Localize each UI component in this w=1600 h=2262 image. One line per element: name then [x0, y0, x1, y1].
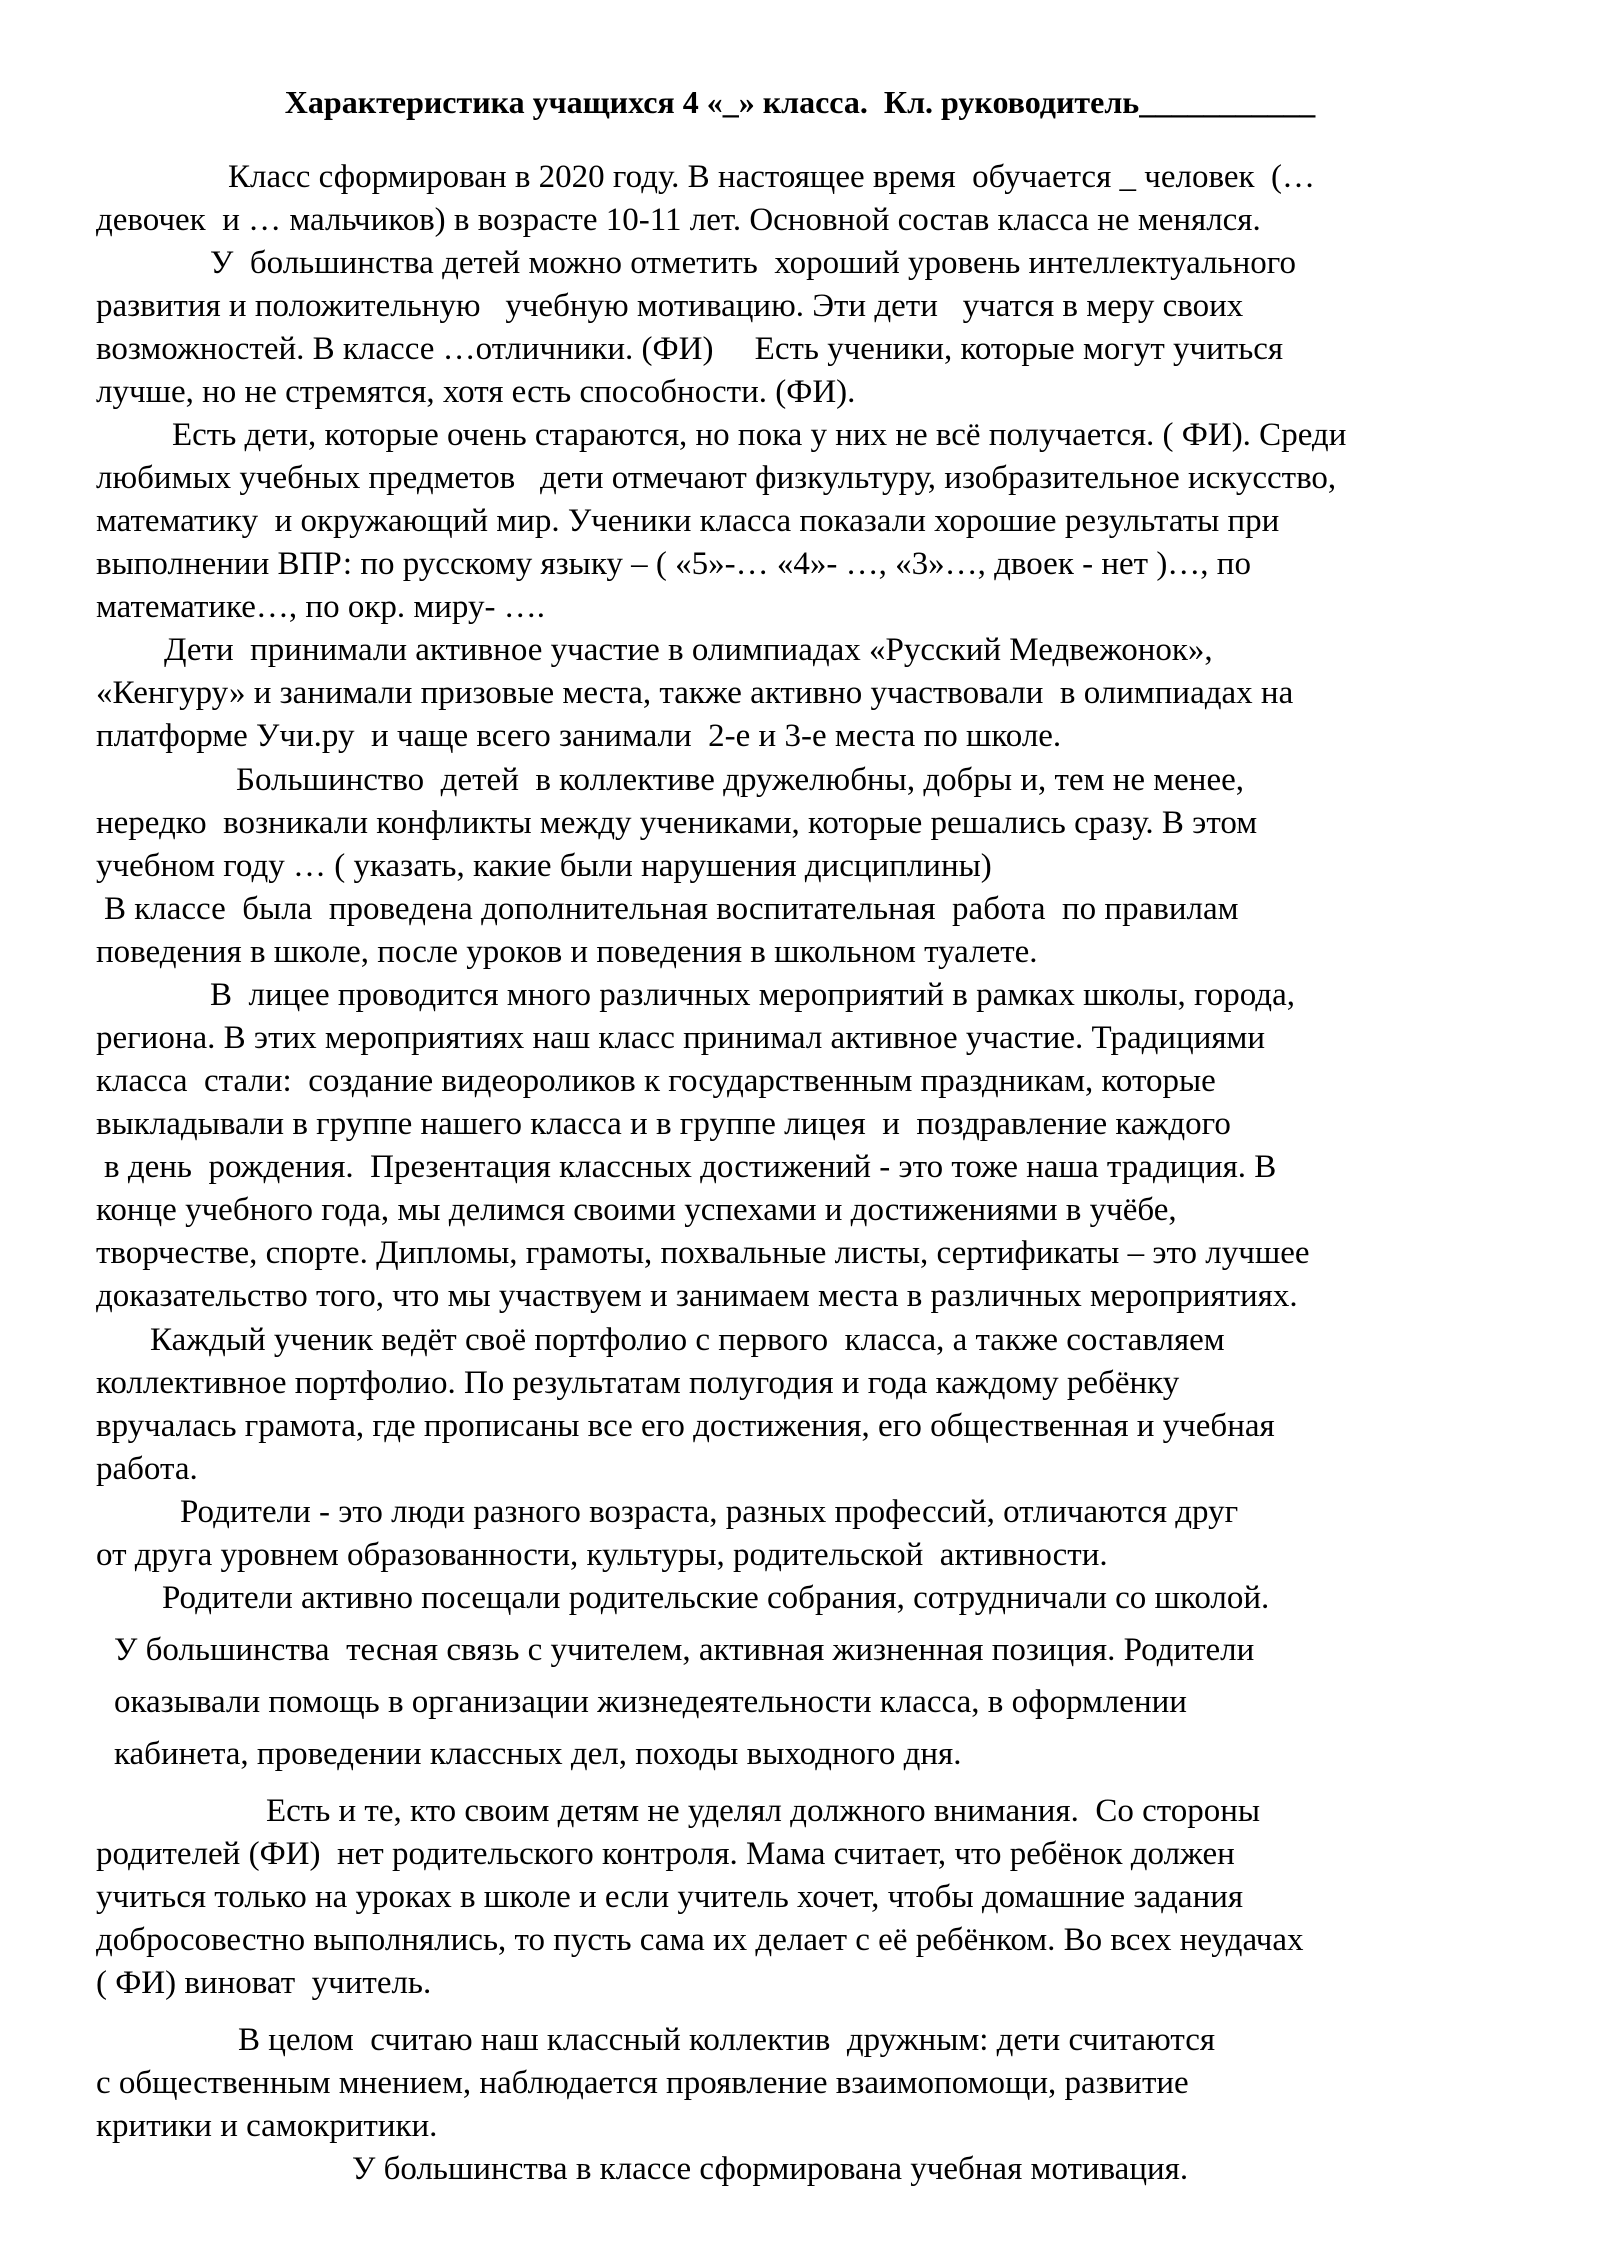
- text-line: Дети принимали активное участие в олимпиадах «Русский Медвежонок»,: [164, 632, 1213, 668]
- text-line: У большинства тесная связь с учителем, активная жизненная позиция. Родители: [114, 1632, 1255, 1668]
- text-line: У большинства детей можно отметить хороший уровень интеллектуального: [210, 245, 1297, 281]
- text-line: Родители активно посещали родительские собрания, сотрудничали со школой.: [162, 1580, 1270, 1616]
- text-line: Родители - это люди разного возраста, разных профессий, отличаются друг: [180, 1494, 1239, 1530]
- text-line: кабинета, проведении классных дел, походы выходного дня.: [114, 1736, 962, 1772]
- text-line: доказательство того, что мы участвуем и занимаем места в различных мероприятиях.: [96, 1278, 1298, 1314]
- text-line: Класс сформирован в 2020 году. В настоящее время обучается _ человек (…: [228, 159, 1316, 195]
- text-line: поведения в школе, после уроков и поведения в школьном туалете.: [96, 934, 1038, 970]
- text-line: вручалась грамота, где прописаны все его достижения, его общественная и учебная: [96, 1408, 1275, 1444]
- text-line: платформе Учи.ру и чаще всего занимали 2-е и 3-е места по школе.: [96, 718, 1062, 754]
- text-line: математику и окружающий мир. Ученики класса показали хорошие результаты при: [96, 503, 1280, 539]
- text-line: лучше, но не стремятся, хотя есть способности. (ФИ).: [96, 374, 856, 410]
- text-line: творчестве, спорте. Дипломы, грамоты, похвальные листы, сертификаты – это лучшее: [96, 1235, 1310, 1271]
- text-line: учебном году … ( указать, какие были нарушения дисциплины): [96, 848, 992, 884]
- text-line: работа.: [96, 1451, 198, 1487]
- text-line: «Кенгуру» и занимали призовые места, также активно участвовали в олимпиадах на: [96, 675, 1294, 711]
- text-line: В лицее проводится много различных мероприятий в рамках школы, города,: [210, 977, 1295, 1013]
- text-line: оказывали помощь в организации жизнедеятельности класса, в оформлении: [114, 1684, 1187, 1720]
- text-line: в день рождения. Презентация классных достижений - это тоже наша традиция. В: [104, 1149, 1277, 1185]
- text-line: В целом считаю наш классный коллектив дружным: дети считаются: [238, 2022, 1216, 2058]
- text-line: коллективное портфолио. По результатам полугодия и года каждому ребёнку: [96, 1365, 1180, 1401]
- text-line: региона. В этих мероприятиях наш класс принимал активное участие. Традициями: [96, 1020, 1266, 1056]
- text-line: возможностей. В классе …отличники. (ФИ) Есть ученики, которые могут учиться: [96, 331, 1284, 367]
- document-title: Характеристика учащихся 4 «_» класса. Кл. руководитель___________: [284, 84, 1316, 120]
- text-line: критики и самокритики.: [96, 2108, 438, 2144]
- text-line: любимых учебных предметов дети отмечают физкультуру, изобразительное искусство,: [96, 460, 1337, 496]
- text-line: с общественным мнением, наблюдается проявление взаимопомощи, развитие: [96, 2065, 1189, 2101]
- text-line: Большинство детей в коллективе дружелюбны, добры и, тем не менее,: [236, 762, 1244, 798]
- text-line: от друга уровнем образованности, культуры, родительской активности.: [96, 1537, 1108, 1573]
- text-line: математике…, по окр. миру- ….: [96, 589, 545, 625]
- text-line: нередко возникали конфликты между учениками, которые решались сразу. В этом: [96, 805, 1258, 841]
- text-line: девочек и … мальчиков) в возрасте 10-11 лет. Основной состав класса не менялся.: [96, 202, 1261, 238]
- text-line: Есть дети, которые очень стараются, но пока у них не всё получается. ( ФИ). Среди: [172, 417, 1347, 453]
- text-line: учиться только на уроках в школе и если учитель хочет, чтобы домашние задания: [96, 1879, 1244, 1915]
- text-line: родителей (ФИ) нет родительского контроля. Мама считает, что ребёнок должен: [96, 1836, 1235, 1872]
- text-line: В классе была проведена дополнительная воспитательная работа по правилам: [104, 891, 1239, 927]
- text-line: конце учебного года, мы делимся своими успехами и достижениями в учёбе,: [96, 1192, 1177, 1228]
- text-line: выкладывали в группе нашего класса и в группе лицея и поздравление каждого: [96, 1106, 1231, 1142]
- text-line: добросовестно выполнялись, то пусть сама их делает с её ребёнком. Во всех неудачах: [96, 1922, 1304, 1958]
- text-line: выполнении ВПР: по русскому языку – ( «5»-… «4»- …, «3»…, двоек - нет )…, по: [96, 546, 1251, 582]
- text-line: Есть и те, кто своим детям не уделял должного внимания. Со стороны: [266, 1793, 1261, 1829]
- text-line: ( ФИ) виноват учитель.: [96, 1965, 432, 2001]
- text-line: развития и положительную учебную мотивацию. Эти дети учатся в меру своих: [96, 288, 1244, 324]
- text-line: Каждый ученик ведёт своё портфолио с первого класса, а также составляем: [150, 1322, 1225, 1358]
- text-line: класса стали: создание видеороликов к государственным праздникам, которые: [96, 1063, 1216, 1099]
- text-line: У большинства в классе сформирована учебная мотивация.: [352, 2151, 1189, 2187]
